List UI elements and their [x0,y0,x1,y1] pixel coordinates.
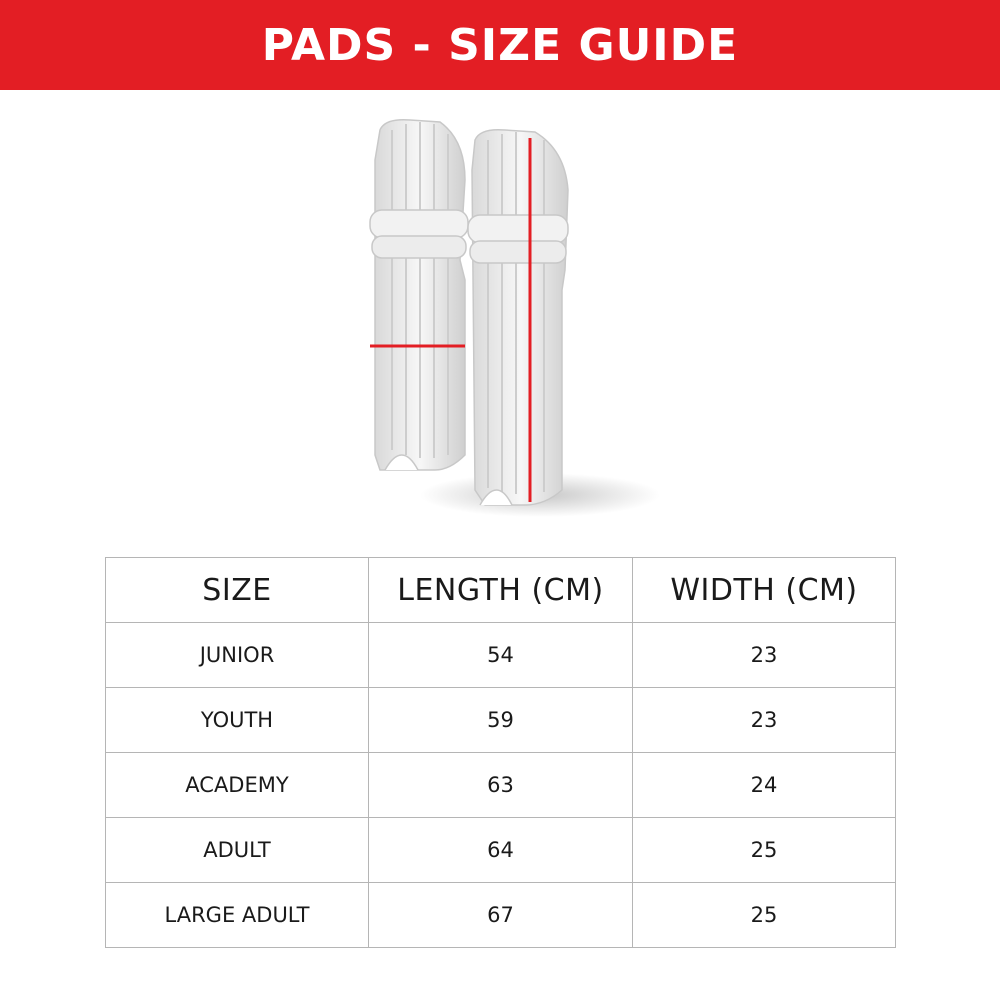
width-cell: 23 [633,623,896,688]
length-cell: 67 [369,883,633,948]
cricket-batting-pads-icon [340,110,660,530]
size-cell: ADULT [106,818,369,883]
length-cell: 54 [369,623,633,688]
table-row [106,818,896,883]
width-cell: 23 [633,688,896,753]
page-title: PADS - SIZE GUIDE [261,19,739,71]
table-header-row [106,558,896,623]
table-row [106,623,896,688]
column-header-length: LENGTH (CM) [369,558,633,623]
size-cell: YOUTH [106,688,369,753]
table-row [106,688,896,753]
width-cell: 24 [633,753,896,818]
table-row [106,753,896,818]
size-cell: LARGE ADULT [106,883,369,948]
length-cell: 59 [369,688,633,753]
column-header-size: SIZE [106,558,369,623]
length-cell: 63 [369,753,633,818]
column-header-width: WIDTH (CM) [633,558,896,623]
table-row [106,883,896,948]
length-cell: 64 [369,818,633,883]
width-cell: 25 [633,818,896,883]
size-table [105,557,896,948]
header-banner [0,0,1000,90]
right-pad [468,130,568,505]
size-cell: ACADEMY [106,753,369,818]
width-cell: 25 [633,883,896,948]
size-cell: JUNIOR [106,623,369,688]
left-pad [370,120,468,470]
